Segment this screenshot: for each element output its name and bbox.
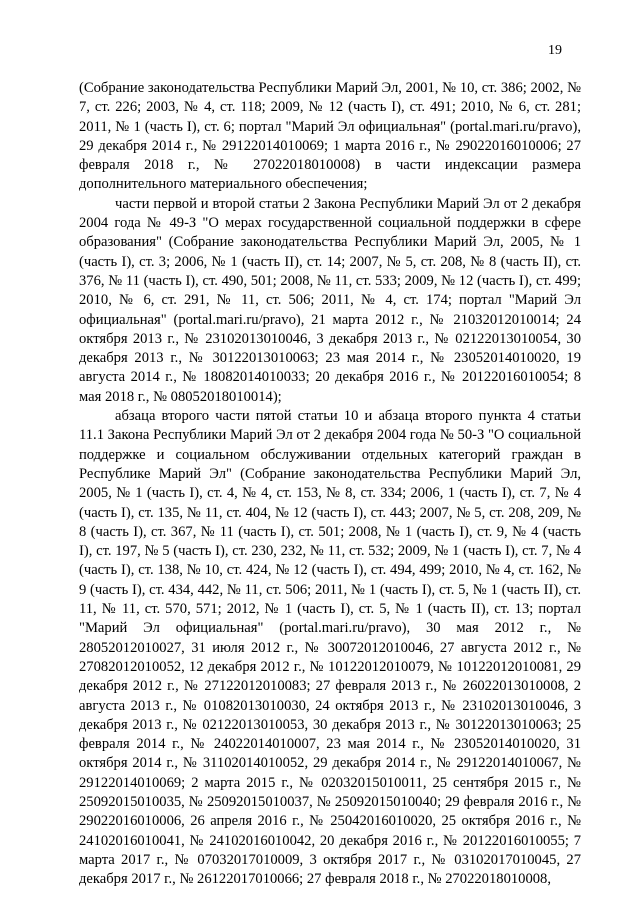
- paragraph-continuation: (Собрание законодательства Республики Марий Эл, 2001, № 10, ст. 386; 2002, № 7, ст. 226; 2003, № 4, ст. 118; 2009, № 12 (часть I), ст. 491; 2010, № 6, ст. 281; 2011, № 1 (часть I), ст. 6; портал "Марий Эл официальная" (portal.mari.ru/pravo), 29 декабря 2014 г., № 29122014010069; 1 марта 2016 г., № 29022016010006; 27 февраля 2018 г., № 27022018010008) в части индексации размера дополнительного материального обеспечения;: [79, 80, 581, 193]
- document-body: [79, 79, 581, 889]
- paragraph-law-50-z: абзаца второго части пятой статьи 10 и абзаца второго пункта 4 статьи 11.1 Закона Республики Марий Эл от 2 декабря 2004 года № 50-З "О социальной поддержке и социальном обслуживании отдельных категорий граждан в Республике Марий Эл" (Собрание законодательства Республики Марий Эл, 2005, № 1 (часть I), ст. 4, № 4, ст. 153, № 8, ст. 334; 2006, 1 (часть I), ст. 7, № 4 (часть I), ст. 135, № 11, ст. 404, № 12 (часть I), ст. 443; 2007, № 5, ст. 208, 209, № 8 (часть I), ст. 367, № 11 (часть I), ст. 501; 2008, № 1 (часть I), ст. 9, № 4 (часть I), ст. 197, № 5 (часть I), ст. 230, 232, № 11, ст. 532; 2009, № 1 (часть I), ст. 7, № 4 (часть I), ст. 138, № 10, ст. 424, № 12 (часть I), ст. 494, 499; 2010, № 4, ст. 162, № 9 (часть I), ст. 434, 442, № 11, ст. 506; 2011, № 1 (часть I), ст. 5, № 1 (часть II), ст. 11, № 11, ст. 570, 571; 2012, № 1 (часть I), ст. 5, № 1 (часть II), ст. 13; портал "Марий Эл официальная" (portal.mari.ru/pravo), 30 мая 2012 г., № 28052012010027, 31 июля 2012 г., № 30072012010046, 27 августа 2012 г., № 27082012010052, 12 декабря 2012 г., № 10122012010079, № 10122012010081, 29 декабря 2012 г., № 27122012010083; 27 февраля 2013 г., № 26022013010008, 2 августа 2013 г., № 01082013010030, 24 октября 2013 г., № 23102013010046, 3 декабря 2013 г., № 02122013010053, 30 декабря 2013 г., № 30122013010063; 25 февраля 2014 г., № 24022014010007, 23 мая 2014 г., № 23052014010020, 31 октября 2014 г., № 31102014010052, 29 декабря 2014 г., № 29122014010067, № 29122014010069; 2 марта 2015 г., № 02032015010011, 25 сентября 2015 г., № 25092015010035, № 25092015010037, № 25092015010040; 29 февраля 2016 г., № 29022016010006, 26 апреля 2016 г., № 25042016010020, 25 октября 2016 г., № 24102016010041, № 24102016010042, 20 декабря 2016 г., № 20122016010055; 7 марта 2017 г., № 07032017010009, 3 октября 2017 г., № 03102017010045, 27 декабря 2017 г., № 26122017010066; 27 февраля 2018 г., № 27022018010008,: [79, 408, 581, 888]
- page-number: 19: [548, 43, 562, 58]
- paragraph-law-49-z: части первой и второй статьи 2 Закона Республики Марий Эл от 2 декабря 2004 года № 49-З "О мерах государственной социальной поддержки в сфере образования" (Собрание законодательства Республики Марий Эл, 2005, № 1 (часть I), ст. 3; 2006, № 1 (часть II), ст. 14; 2007, № 5, ст. 208, № 8 (часть II), ст. 376, № 11 (часть I), ст. 490, 501; 2008, № 11, ст. 533; 2009, № 12 (часть I), ст. 499; 2010, № 6, ст. 291, № 11, ст. 506; 2011, № 4, ст. 174; портал "Марий Эл официальная" (portal.mari.ru/pravo), 21 марта 2012 г., № 21032012010014; 24 октября 2013 г., № 23102013010046, 3 декабря 2013 г., № 02122013010054, 30 декабря 2013 г., № 30122013010063; 23 мая 2014 г., № 23052014010020, 19 августа 2014 г., № 18082014010033; 20 декабря 2016 г., № 20122016010054; 8 мая 2018 г., № 08052018010014);: [79, 195, 581, 405]
